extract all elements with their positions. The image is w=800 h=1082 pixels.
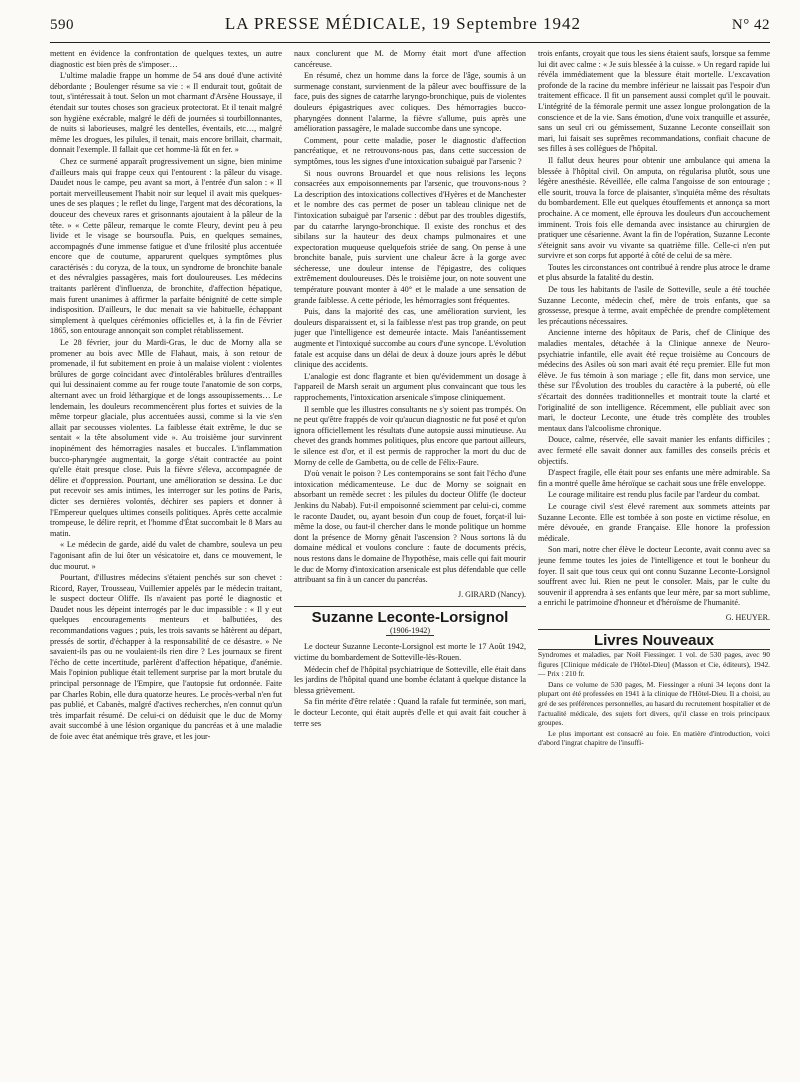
divider (294, 606, 526, 607)
paragraph: Le courage civil s'est élevé rarement aux sommets atteints par Suzanne Leconte. Elle est tombée à son poste en victime résolue, en mère dévouée, en grande Française. Elle honore la profession médicale. (538, 501, 770, 543)
paragraph: En résumé, chez un homme dans la force de l'âge, soumis à un surmenage constant, survienment de la pâleur avec bouffissure de la face, puis des signes de catarrhe laryngo-bronchique, puis de violentes douleurs épigastriques avec coliques. Des hémorragies bucco-pharyngées donnent l'alarme, la fièvre s'allume, puis après une amélioration passagère, le malade succombe dans une syncope. (294, 71, 526, 134)
page-number: 590 (50, 17, 74, 33)
paragraph: D'aspect fragile, elle était pour ses enfants une mère admirable. Sa fin a montré quelle âme héroïque se cachait sous une frêle enveloppe. (538, 468, 770, 488)
obituary-dates-text: (1906-1942) (386, 626, 434, 636)
obituary-dates (294, 626, 526, 637)
paragraph: Chez ce surmené apparaît progressivement un signe, bien minime d'ailleurs mais qui frappe ceux qui l'entourent : la pâleur du visage. Daudet nous le campe, peu avant sa mort, à l'entrée d'un salon : « Il portait merveilleusement l'habit noir sur lequel il avait mis quelques-unes de ses plaques ; le reflet du linge, l'argent mat des décorations, la douceur des cheveux rares et grisonnants ajoutaient à la pâleur de la tête. » « Cette pâleur, remarque le comte Fleury, devint peu à peu livide et le visage se boursoufla. Puis, en quelques semaines, accompagnés d'une immense fatigue et d'une frilosité plus accentuée encore que de coutume, apparurent quelques symptômes plus caractérisés : du coryza, de la toux, un syndrome de bronchite banale et des névralgies passagères, mais fort douloureuses. Les médecins traitants parlèrent d'influenza, de bronchite, d'affection hépatique, mais furent unanimes à affirmer la parfaite bénignité de cette simple indisposition. D'ailleurs, le duc menait sa vie habituelle, échappant simplement à quelques cérémonies officielles et, à la fin de Février 1865, son entourage annonçait son complet rétablissement. (50, 156, 282, 336)
paragraph: trois enfants, croyait que tous les siens étaient saufs, lorsque sa femme lui dit avec calme : « Je suis blessée à la cuisse. » Un regard rapide lui révéla immédiatement que la blessure était mortelle. L'excavation profonde de la racine du membre inférieur ne laissait pas l'espoir d'un traitement efficace. Il fit un pansement aussi complet qu'il le pouvait. L'intégrité de la fémorale permit une assez longue prolongation de la conscience et de la vie. Sans émotion, d'une voix tranquille et assurée, sans un seul cri ou gémissement, Suzanne Leconte conseillait son mari, lui faisait ses suprêmes recommandations, confiait chacune de ses filles à ses collègues de l'hôpital. (538, 49, 770, 154)
paragraph: Ancienne interne des hôpitaux de Paris, chef de Clinique des maladies mentales, détachée à la Clinique annexe de Neuro-psychiatrie infantile, elle avait été reçue troisième au Concours de médecins des Asiles où son mari avait été reçu premier. Elle fut mon élève. Je fus témoin à son mariage ; elle fit, dans mon service, une thèse sur l'Évolution des troubles du caractère à la puberté, où elle s'écartait des données traditionnelles et montrait toute la clarté et l'originalité de son intelligence. Récemment, elle publiait avec son mari, le docteur Leconte, une étude très complète des troubles mentaux dans l'alcoolisme chronique. (538, 328, 770, 433)
paragraph: mettent en évidence la confrontation de quelques textes, un autre diagnostic est bien près de s'imposer… (50, 49, 282, 69)
paragraph: L'analogie est donc flagrante et bien qu'évidemment un dosage à l'appareil de Marsh serait un argument plus convaincant que tous les rapprochements, l'intoxication arsenicale s'impose cliniquement. (294, 371, 526, 402)
column-2 (294, 49, 526, 1079)
obituary-title: Suzanne Leconte-Lorsignol (311, 609, 509, 627)
paragraph: Sa fin mérite d'être relatée : Quand la rafale fut terminée, son mari, le docteur Leconte, qui était auprès d'elle et qui avait fait coucher à terre ses (294, 697, 526, 728)
paragraph: Pourtant, d'illustres médecins s'étaient penchés sur son chevet : Ricord, Rayer, Trousseau, Vuillemier appelés par le médecin traitant, le suspect docteur Oliffe. Ils n'avaient pas porté le diagnostic et Daudet nous les dépeint interrogés par le duc impassible : « Il y eut quelques encouragements menteurs et balbutiées, des recommandations vagues ; puis, les trois savants se hâtèrent au départ, pressés de sortir, d'échapper à la responsabilité de ce désastre. » Ne savaient-ils pas ou ne voulaient-ils rien dire ? Les journaux se firent l'écho de cette incertitude, parlèrent d'affection hépatique, d'anémie. Mais l'opinion publique était tellement surprise par la mort brutale du principal personnage de l'Empire, que l'autopsie fut ordonnée. Faite par Charles Robin, elle dura quatorze heures. Le procès-verbal n'en fut pas publié, et Cabanès, malgré d'actives recherches, n'en connut qu'un très imparfait résumé. De celui-ci on déduisit que le duc de Morny avait succombé à une lésion organique du pancréas et à une maladie de foie avec état anémique très grave, et les jour- (50, 573, 282, 741)
paragraph: Il fallut deux heures pour obtenir une ambulance qui amena la blessée à l'hôpital civil. On amputa, on régularisa plutôt, sous une légère anesthésie. Réveillée, elle calma l'angoisse de son entourage ; elle sourit, trouva la force de plaisanter, s'inquiéta même des résultats du bombardement. Elle eut quelques étouffements et annonça sa mort prochaine. A ce moment, elle éprouva les douleurs d'un accouchement imminent. Trois fois elle demanda avec insistance au chirurgien de pratiquer une césarienne. Avant la fin de l'opération, Suzanne Leconte s'éteignit sans avoir vu vivante sa quatrième fille. Celle-ci n'en put survivre et son corps fut apporté à côté de celui de sa mère. (538, 155, 770, 261)
paragraph: Il semble que les illustres consultants ne s'y soient pas trompés. On ne peut qu'être frappés de voir qu'aucun diagnostic ne fut posé et qu'on ignora officiellement les résultats d'une autopsie aussi minutieuse. Au chevet des grands hommes politiques, plus encore que partout ailleurs, le silence est d'or, et il est permis de rapprocher la mort du duc de Morny de celle de Gambetta, ou de celle de Félix-Faure. (294, 404, 526, 467)
column-1 (50, 49, 282, 1079)
paragraph: Le plus important est consacré au foie. En matière d'introduction, voici d'abord l'ingrat chapitre de l'insuffi- (538, 728, 770, 748)
paragraph: Le 28 février, jour du Mardi-Gras, le duc de Morny alla se promener au bois avec Mlle de Flahaut, mais, à son retour de promenade, il fut subitement en proie à un malaise violent : violentes brûlures de gorge coïncidant avec d'intolérables brûlures d'entrailles qui lui dessinaient comme au fer rouge toute l'anatomie de son corps, alternant avec un froid léthargique et de longs assoupissements… Le lendemain, les douleurs recommencèrent plus fortes et suivies de la même torpeur glaciale, plus accentuées aussi, comme si la vie s'en allait par secousses violentes. La faiblesse était extrême, le duc se sentait « la tête absolument vide ». Au troisième jour survinrent inopinément des hémorragies nasales et buccales. L'inflammation bucco-pharyngée augmentait, la gorge s'était contractée au point qu'elle était presque close. Puis la fièvre s'éleva, accompagnée de délire et d'oppression. Pourtant, une amélioration se dessina. Le duc put recevoir ses amis intimes, les interroger sur les potins de Paris, dicter ses dernières volontés, déchirer ses papiers et donner à l'Empereur quelques ultimes conseils politiques. Après cette accalmie trompeuse, le délire reprit, et l'homme d'État succombait le 8 Mars au matin. (50, 338, 282, 538)
paragraph: Le courage militaire est rendu plus facile par l'ardeur du combat. (548, 490, 760, 500)
columns (50, 49, 770, 1079)
paragraph: De tous les habitants de l'asile de Sotteville, seule a été touchée Suzanne Leconte, médecin chef, mère de trois enfants, que sa grossesse, presque à terme, avait empêchée de prendre complètement les précautions nécessaires. (538, 285, 770, 326)
paragraph: Puis, dans la majorité des cas, une amélioration survient, les douleurs disparaissent et, si la faiblesse n'est pas trop grande, on peut juger que l'intelligence est demeurée intacte. Mais l'anéantissement augmente et l'intoxiqué succombe au cours d'une syncope. L'évolution fatale est acquise dans un délai de deux à douze jours après le début clinique des accidents. (294, 307, 526, 370)
book-entry: Syndromes et maladies, par Noël Fiessinger. 1 vol. de 530 pages, avec 90 figures [Clinique médicale de l'Hôtel-Dieu] (Masson et Cie, éditeurs), 1942. — Prix : 210 fr. (538, 650, 770, 679)
column-3 (538, 49, 770, 1079)
paragraph: Douce, calme, réservée, elle savait manier les enfants difficiles ; avec fermeté elle savait donner aux familles des conseils précis et objectifs. (538, 435, 770, 466)
paragraph: D'où venait le poison ? Les contemporains se sont fait l'écho d'une intoxication médicamenteuse. Le duc de Morny se soignait en absorbant un remède secret : les pilules du docteur Oliffe (le docteur Jenkins du Nabab). Fut-il empoisonné sciemment par celui-ci, comme le raconte Daudet, ou, ayant besoin d'un coup de fouet, forçat-il lui-même la dose, ou faut-il chercher dans le monde politique un homme dont la présence de Morny gênait l'ascension ? Nous sortons là du domaine médical et voulons conclure : faute de documents précis, nous restons dans le domaine de l'hypothèse, mais celle qui fait mourir le duc de Morny d'intoxication arsenicale est plus défendable que celle attribuant sa fin à un cancer du pancréas. (294, 469, 526, 585)
paragraph: Médecin chef de l'hôpital psychiatrique de Sotteville, elle était dans les jardins de l'hôpital quand une bombe éclatant à quelque distance la blessa grièvement. (294, 664, 526, 695)
paragraph: L'ultime maladie frappe un homme de 54 ans doué d'une activité débordante ; Boulenger résume sa vie : « Il endurait tout, goûtait de tout, s'intéressait à tout. Selon un mot charmant d'Arsène Houssaye, il étendait sur toutes choses son gracieux protectorat. Et il tenait malgré son hygiène exécrable, malgré le défi de journées si tourbillonnantes, de nuits si laborieuses, malgré les dentelles, éventails, etc…, malgré même les drogues, les pilules, il tenait, mais encore brillait, charmait, donnait l'exemple. Il fallait que cet homme-là fût en fer. » (50, 71, 282, 155)
paragraph: Le docteur Suzanne Leconte-Lorsignol est morte le 17 Août 1942, victime du bombardement de Sotteville-lès-Rouen. (294, 642, 526, 663)
issue-number: N° 42 (731, 17, 770, 33)
books-section-header (538, 629, 770, 650)
paragraph: naux conclurent que M. de Morny était mort d'une affection cancéreuse. (294, 49, 526, 69)
paragraph: Toutes les circonstances ont contribué à rendre plus atroce le drame et plus absurde la fatalité du destin. (538, 262, 770, 283)
paragraph: Si nous ouvrons Brouardel et que nous relisions les leçons consacrées aux empoisonnements par l'arsenic, que trouvons-nous ? La description des intoxications collectives d'Hyères et de Manchester et le nombre des cas permet de poser un tableau clinique net de l'intoxication subaiguë par l'arsenic : début par des troubles digestifs, par du catarrhe laryngo-bronchique. Il existe des ronchus et des sibilans sur la hauteur des deux champs pulmonaires et une expectoration muqueuse quelquefois striée de sang. On pense à une bronchite banale, puis survient une chaleur âcre à la gorge avec sécheresse, une douleur intense de l'épigastre, des coliques extrêmement douloureuses. Dès le troisième jour, on note souvent une température pouvant monter à 40° et le malade a une sensation de grande faiblesse. A cette période, les hémorragies sont fréquentes. (294, 168, 526, 305)
books-title: Livres Nouveaux (593, 632, 715, 650)
author-signature: J. GIRARD (Nancy). (458, 589, 526, 599)
author-signature: G. HEUYER. (725, 612, 770, 622)
journal-title: LA PRESSE MÉDICALE, 19 Septembre 1942 (224, 14, 582, 33)
running-header (50, 14, 770, 43)
paragraph: Son mari, notre cher élève le docteur Leconte, avait connu avec sa jeune femme toutes les joies de l'intelligence et tout le bonheur du foyer. Il sait que tous ceux qui ont connu Suzanne Leconte-Lorsignol souffrent avec lui. Rien ne peut le consoler. Mais, par le culte du souvenir il apprendra à ses enfants que leur mère, par sa mort sublime, a enrichi le patrimoine d'honneur et d'héroïsme de l'humanité. (538, 545, 770, 608)
paragraph: Dans ce volume de 530 pages, M. Fiessinger a réuni 34 leçons dont la plupart ont été professées en 1941 à la clinique de l'Hôtel-Dieu. Il a choisi, au gré de ses préférences personnelles, au hasard du recrutement hospitalier et de l'actualité médicale, des sujets fort divers, qu'il classe en trois principaux groupes. (538, 679, 770, 728)
paragraph: Comment, pour cette maladie, poser le diagnostic d'affection pancréatique, et ne retrouvons-nous pas, dans cette succession de symptômes, tous les signes d'une intoxication subaiguë par l'arsenic ? (294, 135, 526, 166)
paragraph: « Le médecin de garde, aidé du valet de chambre, souleva un peu l'agonisant afin de lui ôter un vésicatoire et, dans ce mouvement, le duc mourut. » (50, 540, 282, 571)
